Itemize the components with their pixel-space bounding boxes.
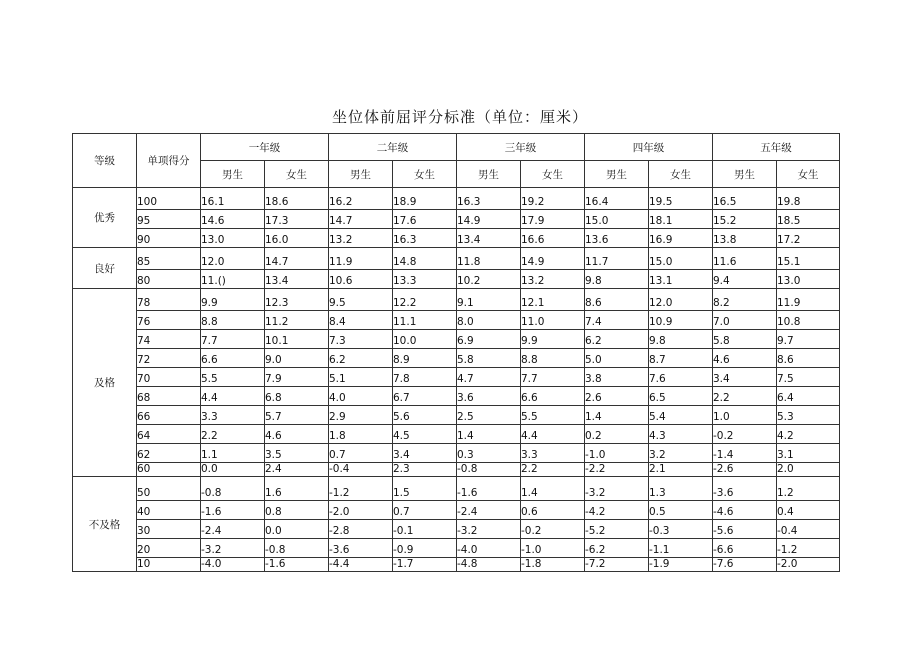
value-cell: -3.2 bbox=[201, 539, 265, 558]
value-cell: 2.0 bbox=[777, 463, 840, 477]
table-row bbox=[73, 539, 840, 558]
value-cell: 13.8 bbox=[713, 229, 777, 248]
grade-level-cell: 不及格 bbox=[73, 477, 137, 572]
value-cell: 14.9 bbox=[457, 210, 521, 229]
value-cell: 15.0 bbox=[585, 210, 649, 229]
value-cell: -1.6 bbox=[457, 477, 521, 501]
value-cell: -3.6 bbox=[329, 539, 393, 558]
table-row bbox=[73, 463, 840, 477]
value-cell: 4.4 bbox=[201, 387, 265, 406]
value-cell: 6.6 bbox=[201, 349, 265, 368]
value-cell: 13.1 bbox=[649, 270, 713, 289]
value-cell: 0.7 bbox=[393, 501, 457, 520]
value-cell: 15.0 bbox=[649, 248, 713, 270]
value-cell: 10.8 bbox=[777, 311, 840, 330]
value-cell: -3.6 bbox=[713, 477, 777, 501]
score-cell: 72 bbox=[137, 349, 201, 368]
value-cell: 17.9 bbox=[521, 210, 585, 229]
value-cell: 0.0 bbox=[201, 463, 265, 477]
value-cell: 6.8 bbox=[265, 387, 329, 406]
value-cell: 11.9 bbox=[777, 289, 840, 311]
value-cell: 7.3 bbox=[329, 330, 393, 349]
value-cell: -5.2 bbox=[585, 520, 649, 539]
value-cell: -1.7 bbox=[393, 558, 457, 572]
value-cell: 1.5 bbox=[393, 477, 457, 501]
score-cell: 62 bbox=[137, 444, 201, 463]
value-cell: 10.6 bbox=[329, 270, 393, 289]
value-cell: 2.9 bbox=[329, 406, 393, 425]
value-cell: -1.1 bbox=[649, 539, 713, 558]
value-cell: -0.9 bbox=[393, 539, 457, 558]
value-cell: -1.2 bbox=[777, 539, 840, 558]
value-cell: 11.() bbox=[201, 270, 265, 289]
table-body bbox=[73, 188, 840, 572]
value-cell: 1.4 bbox=[585, 406, 649, 425]
value-cell: 14.7 bbox=[329, 210, 393, 229]
table-row bbox=[73, 270, 840, 289]
score-cell: 80 bbox=[137, 270, 201, 289]
value-cell: -0.3 bbox=[649, 520, 713, 539]
value-cell: 1.4 bbox=[457, 425, 521, 444]
value-cell: 12.0 bbox=[201, 248, 265, 270]
value-cell: 7.5 bbox=[777, 368, 840, 387]
score-header: 单项得分 bbox=[137, 134, 201, 188]
value-cell: 12.3 bbox=[265, 289, 329, 311]
value-cell: 6.5 bbox=[649, 387, 713, 406]
value-cell: 9.8 bbox=[585, 270, 649, 289]
value-cell: 4.3 bbox=[649, 425, 713, 444]
value-cell: 11.9 bbox=[329, 248, 393, 270]
value-cell: 13.4 bbox=[457, 229, 521, 248]
value-cell: 18.9 bbox=[393, 188, 457, 210]
value-cell: 16.6 bbox=[521, 229, 585, 248]
value-cell: 8.7 bbox=[649, 349, 713, 368]
value-cell: -4.4 bbox=[329, 558, 393, 572]
value-cell: 1.8 bbox=[329, 425, 393, 444]
value-cell: 16.4 bbox=[585, 188, 649, 210]
value-cell: 17.3 bbox=[265, 210, 329, 229]
value-cell: -4.6 bbox=[713, 501, 777, 520]
value-cell: 2.2 bbox=[201, 425, 265, 444]
value-cell: 7.6 bbox=[649, 368, 713, 387]
value-cell: 8.0 bbox=[457, 311, 521, 330]
value-cell: -1.0 bbox=[521, 539, 585, 558]
value-cell: 6.9 bbox=[457, 330, 521, 349]
table-row bbox=[73, 444, 840, 463]
value-cell: -1.4 bbox=[713, 444, 777, 463]
score-cell: 64 bbox=[137, 425, 201, 444]
value-cell: 8.4 bbox=[329, 311, 393, 330]
value-cell: 3.5 bbox=[265, 444, 329, 463]
grade-level-cell: 及格 bbox=[73, 289, 137, 477]
value-cell: 9.7 bbox=[777, 330, 840, 349]
value-cell: 17.6 bbox=[393, 210, 457, 229]
score-cell: 78 bbox=[137, 289, 201, 311]
score-cell: 85 bbox=[137, 248, 201, 270]
value-cell: 5.0 bbox=[585, 349, 649, 368]
value-cell: 3.4 bbox=[713, 368, 777, 387]
value-cell: 3.4 bbox=[393, 444, 457, 463]
value-cell: 5.8 bbox=[713, 330, 777, 349]
grade-2-header: 二年级 bbox=[329, 134, 457, 161]
male-header: 男生 bbox=[585, 161, 649, 188]
value-cell: 3.3 bbox=[521, 444, 585, 463]
value-cell: 4.5 bbox=[393, 425, 457, 444]
table-row bbox=[73, 210, 840, 229]
value-cell: 2.4 bbox=[265, 463, 329, 477]
value-cell: 14.8 bbox=[393, 248, 457, 270]
value-cell: 18.5 bbox=[777, 210, 840, 229]
value-cell: 1.2 bbox=[777, 477, 840, 501]
score-cell: 20 bbox=[137, 539, 201, 558]
value-cell: 10.2 bbox=[457, 270, 521, 289]
value-cell: 10.0 bbox=[393, 330, 457, 349]
value-cell: 3.6 bbox=[457, 387, 521, 406]
value-cell: 4.0 bbox=[329, 387, 393, 406]
value-cell: -0.8 bbox=[457, 463, 521, 477]
value-cell: 5.6 bbox=[393, 406, 457, 425]
value-cell: 2.2 bbox=[713, 387, 777, 406]
score-cell: 50 bbox=[137, 477, 201, 501]
value-cell: 9.9 bbox=[201, 289, 265, 311]
value-cell: 11.7 bbox=[585, 248, 649, 270]
table-row bbox=[73, 349, 840, 368]
value-cell: -2.0 bbox=[777, 558, 840, 572]
table-row bbox=[73, 289, 840, 311]
table-row bbox=[73, 330, 840, 349]
value-cell: 5.7 bbox=[265, 406, 329, 425]
value-cell: -1.6 bbox=[201, 501, 265, 520]
female-header: 女生 bbox=[265, 161, 329, 188]
table-row bbox=[73, 406, 840, 425]
grade-4-header: 四年级 bbox=[585, 134, 713, 161]
value-cell: 5.5 bbox=[201, 368, 265, 387]
value-cell: -4.8 bbox=[457, 558, 521, 572]
female-header: 女生 bbox=[649, 161, 713, 188]
value-cell: 8.2 bbox=[713, 289, 777, 311]
value-cell: 9.4 bbox=[713, 270, 777, 289]
score-cell: 10 bbox=[137, 558, 201, 572]
value-cell: 7.9 bbox=[265, 368, 329, 387]
score-cell: 74 bbox=[137, 330, 201, 349]
score-cell: 68 bbox=[137, 387, 201, 406]
grade-3-header: 三年级 bbox=[457, 134, 585, 161]
value-cell: 7.7 bbox=[201, 330, 265, 349]
value-cell: 12.2 bbox=[393, 289, 457, 311]
score-cell: 90 bbox=[137, 229, 201, 248]
value-cell: 8.6 bbox=[585, 289, 649, 311]
value-cell: 16.3 bbox=[457, 188, 521, 210]
value-cell: 9.9 bbox=[521, 330, 585, 349]
male-header: 男生 bbox=[329, 161, 393, 188]
value-cell: 8.8 bbox=[521, 349, 585, 368]
value-cell: 0.2 bbox=[585, 425, 649, 444]
value-cell: 0.5 bbox=[649, 501, 713, 520]
value-cell: 19.2 bbox=[521, 188, 585, 210]
value-cell: -1.6 bbox=[265, 558, 329, 572]
value-cell: -2.0 bbox=[329, 501, 393, 520]
table-row bbox=[73, 501, 840, 520]
value-cell: 8.9 bbox=[393, 349, 457, 368]
value-cell: -1.2 bbox=[329, 477, 393, 501]
value-cell: 16.3 bbox=[393, 229, 457, 248]
score-cell: 95 bbox=[137, 210, 201, 229]
value-cell: -1.8 bbox=[521, 558, 585, 572]
value-cell: 12.1 bbox=[521, 289, 585, 311]
male-header: 男生 bbox=[201, 161, 265, 188]
value-cell: -2.8 bbox=[329, 520, 393, 539]
value-cell: 16.9 bbox=[649, 229, 713, 248]
female-header: 女生 bbox=[777, 161, 840, 188]
value-cell: -4.2 bbox=[585, 501, 649, 520]
value-cell: -4.0 bbox=[201, 558, 265, 572]
value-cell: -1.9 bbox=[649, 558, 713, 572]
value-cell: 1.6 bbox=[265, 477, 329, 501]
value-cell: 8.6 bbox=[777, 349, 840, 368]
score-cell: 66 bbox=[137, 406, 201, 425]
value-cell: 6.6 bbox=[521, 387, 585, 406]
value-cell: 6.2 bbox=[585, 330, 649, 349]
value-cell: 2.2 bbox=[521, 463, 585, 477]
value-cell: 4.6 bbox=[265, 425, 329, 444]
value-cell: -0.4 bbox=[329, 463, 393, 477]
value-cell: -2.6 bbox=[713, 463, 777, 477]
value-cell: 3.2 bbox=[649, 444, 713, 463]
value-cell: 14.7 bbox=[265, 248, 329, 270]
score-cell: 70 bbox=[137, 368, 201, 387]
value-cell: 13.0 bbox=[777, 270, 840, 289]
table-row bbox=[73, 558, 840, 572]
value-cell: 6.2 bbox=[329, 349, 393, 368]
value-cell: -0.8 bbox=[265, 539, 329, 558]
value-cell: 5.1 bbox=[329, 368, 393, 387]
value-cell: -0.4 bbox=[777, 520, 840, 539]
score-cell: 40 bbox=[137, 501, 201, 520]
value-cell: 11.0 bbox=[521, 311, 585, 330]
grade-level-cell: 良好 bbox=[73, 248, 137, 289]
value-cell: 19.8 bbox=[777, 188, 840, 210]
value-cell: -0.1 bbox=[393, 520, 457, 539]
value-cell: 7.0 bbox=[713, 311, 777, 330]
grade-5-header: 五年级 bbox=[713, 134, 840, 161]
value-cell: 12.0 bbox=[649, 289, 713, 311]
score-cell: 30 bbox=[137, 520, 201, 539]
value-cell: 7.7 bbox=[521, 368, 585, 387]
value-cell: 0.6 bbox=[521, 501, 585, 520]
value-cell: -6.6 bbox=[713, 539, 777, 558]
value-cell: -7.6 bbox=[713, 558, 777, 572]
value-cell: 16.5 bbox=[713, 188, 777, 210]
value-cell: 16.2 bbox=[329, 188, 393, 210]
table-row bbox=[73, 368, 840, 387]
grade-1-header: 一年级 bbox=[201, 134, 329, 161]
table-row bbox=[73, 387, 840, 406]
female-header: 女生 bbox=[393, 161, 457, 188]
value-cell: -3.2 bbox=[585, 477, 649, 501]
document-title: 坐位体前屈评分标准（单位：厘米） bbox=[331, 108, 588, 126]
value-cell: 1.4 bbox=[521, 477, 585, 501]
value-cell: 11.6 bbox=[713, 248, 777, 270]
value-cell: 0.0 bbox=[265, 520, 329, 539]
value-cell: 0.3 bbox=[457, 444, 521, 463]
value-cell: 18.1 bbox=[649, 210, 713, 229]
value-cell: -0.8 bbox=[201, 477, 265, 501]
table-row bbox=[73, 229, 840, 248]
grade-level-header: 等级 bbox=[73, 134, 137, 188]
value-cell: 2.5 bbox=[457, 406, 521, 425]
value-cell: 13.2 bbox=[521, 270, 585, 289]
score-cell: 76 bbox=[137, 311, 201, 330]
value-cell: 19.5 bbox=[649, 188, 713, 210]
value-cell: 9.5 bbox=[329, 289, 393, 311]
value-cell: -0.2 bbox=[521, 520, 585, 539]
value-cell: 3.1 bbox=[777, 444, 840, 463]
score-cell: 100 bbox=[137, 188, 201, 210]
value-cell: -1.0 bbox=[585, 444, 649, 463]
value-cell: 11.2 bbox=[265, 311, 329, 330]
value-cell: 15.1 bbox=[777, 248, 840, 270]
value-cell: 16.1 bbox=[201, 188, 265, 210]
value-cell: 14.6 bbox=[201, 210, 265, 229]
table-row bbox=[73, 311, 840, 330]
value-cell: 6.7 bbox=[393, 387, 457, 406]
score-standard-table bbox=[72, 133, 840, 572]
value-cell: 5.4 bbox=[649, 406, 713, 425]
value-cell: 13.3 bbox=[393, 270, 457, 289]
value-cell: -5.6 bbox=[713, 520, 777, 539]
value-cell: 5.5 bbox=[521, 406, 585, 425]
value-cell: 10.1 bbox=[265, 330, 329, 349]
value-cell: 4.7 bbox=[457, 368, 521, 387]
value-cell: -4.0 bbox=[457, 539, 521, 558]
value-cell: 1.3 bbox=[649, 477, 713, 501]
value-cell: 5.8 bbox=[457, 349, 521, 368]
value-cell: 6.4 bbox=[777, 387, 840, 406]
table-row bbox=[73, 520, 840, 539]
value-cell: 3.8 bbox=[585, 368, 649, 387]
value-cell: 13.0 bbox=[201, 229, 265, 248]
male-header: 男生 bbox=[713, 161, 777, 188]
value-cell: -2.4 bbox=[201, 520, 265, 539]
value-cell: 2.3 bbox=[393, 463, 457, 477]
table-row bbox=[73, 425, 840, 444]
male-header: 男生 bbox=[457, 161, 521, 188]
value-cell: 0.7 bbox=[329, 444, 393, 463]
value-cell: 1.1 bbox=[201, 444, 265, 463]
value-cell: 4.4 bbox=[521, 425, 585, 444]
value-cell: 13.2 bbox=[329, 229, 393, 248]
value-cell: 0.8 bbox=[265, 501, 329, 520]
value-cell: 4.6 bbox=[713, 349, 777, 368]
table-row bbox=[73, 248, 840, 270]
value-cell: 11.8 bbox=[457, 248, 521, 270]
value-cell: 17.2 bbox=[777, 229, 840, 248]
table-row bbox=[73, 188, 840, 210]
value-cell: 9.8 bbox=[649, 330, 713, 349]
grade-level-cell: 优秀 bbox=[73, 188, 137, 248]
value-cell: 2.1 bbox=[649, 463, 713, 477]
value-cell: 4.2 bbox=[777, 425, 840, 444]
value-cell: 14.9 bbox=[521, 248, 585, 270]
value-cell: -7.2 bbox=[585, 558, 649, 572]
value-cell: 18.6 bbox=[265, 188, 329, 210]
value-cell: 3.3 bbox=[201, 406, 265, 425]
value-cell: 1.0 bbox=[713, 406, 777, 425]
value-cell: -2.4 bbox=[457, 501, 521, 520]
value-cell: 15.2 bbox=[713, 210, 777, 229]
female-header: 女生 bbox=[521, 161, 585, 188]
score-cell: 60 bbox=[137, 463, 201, 477]
value-cell: 9.1 bbox=[457, 289, 521, 311]
value-cell: -6.2 bbox=[585, 539, 649, 558]
value-cell: 2.6 bbox=[585, 387, 649, 406]
value-cell: 16.0 bbox=[265, 229, 329, 248]
value-cell: 13.4 bbox=[265, 270, 329, 289]
value-cell: 10.9 bbox=[649, 311, 713, 330]
value-cell: 7.8 bbox=[393, 368, 457, 387]
value-cell: -0.2 bbox=[713, 425, 777, 444]
value-cell: 7.4 bbox=[585, 311, 649, 330]
value-cell: 5.3 bbox=[777, 406, 840, 425]
table-row bbox=[73, 477, 840, 501]
value-cell: 0.4 bbox=[777, 501, 840, 520]
value-cell: 9.0 bbox=[265, 349, 329, 368]
value-cell: 11.1 bbox=[393, 311, 457, 330]
value-cell: -2.2 bbox=[585, 463, 649, 477]
value-cell: 8.8 bbox=[201, 311, 265, 330]
value-cell: 13.6 bbox=[585, 229, 649, 248]
value-cell: -3.2 bbox=[457, 520, 521, 539]
